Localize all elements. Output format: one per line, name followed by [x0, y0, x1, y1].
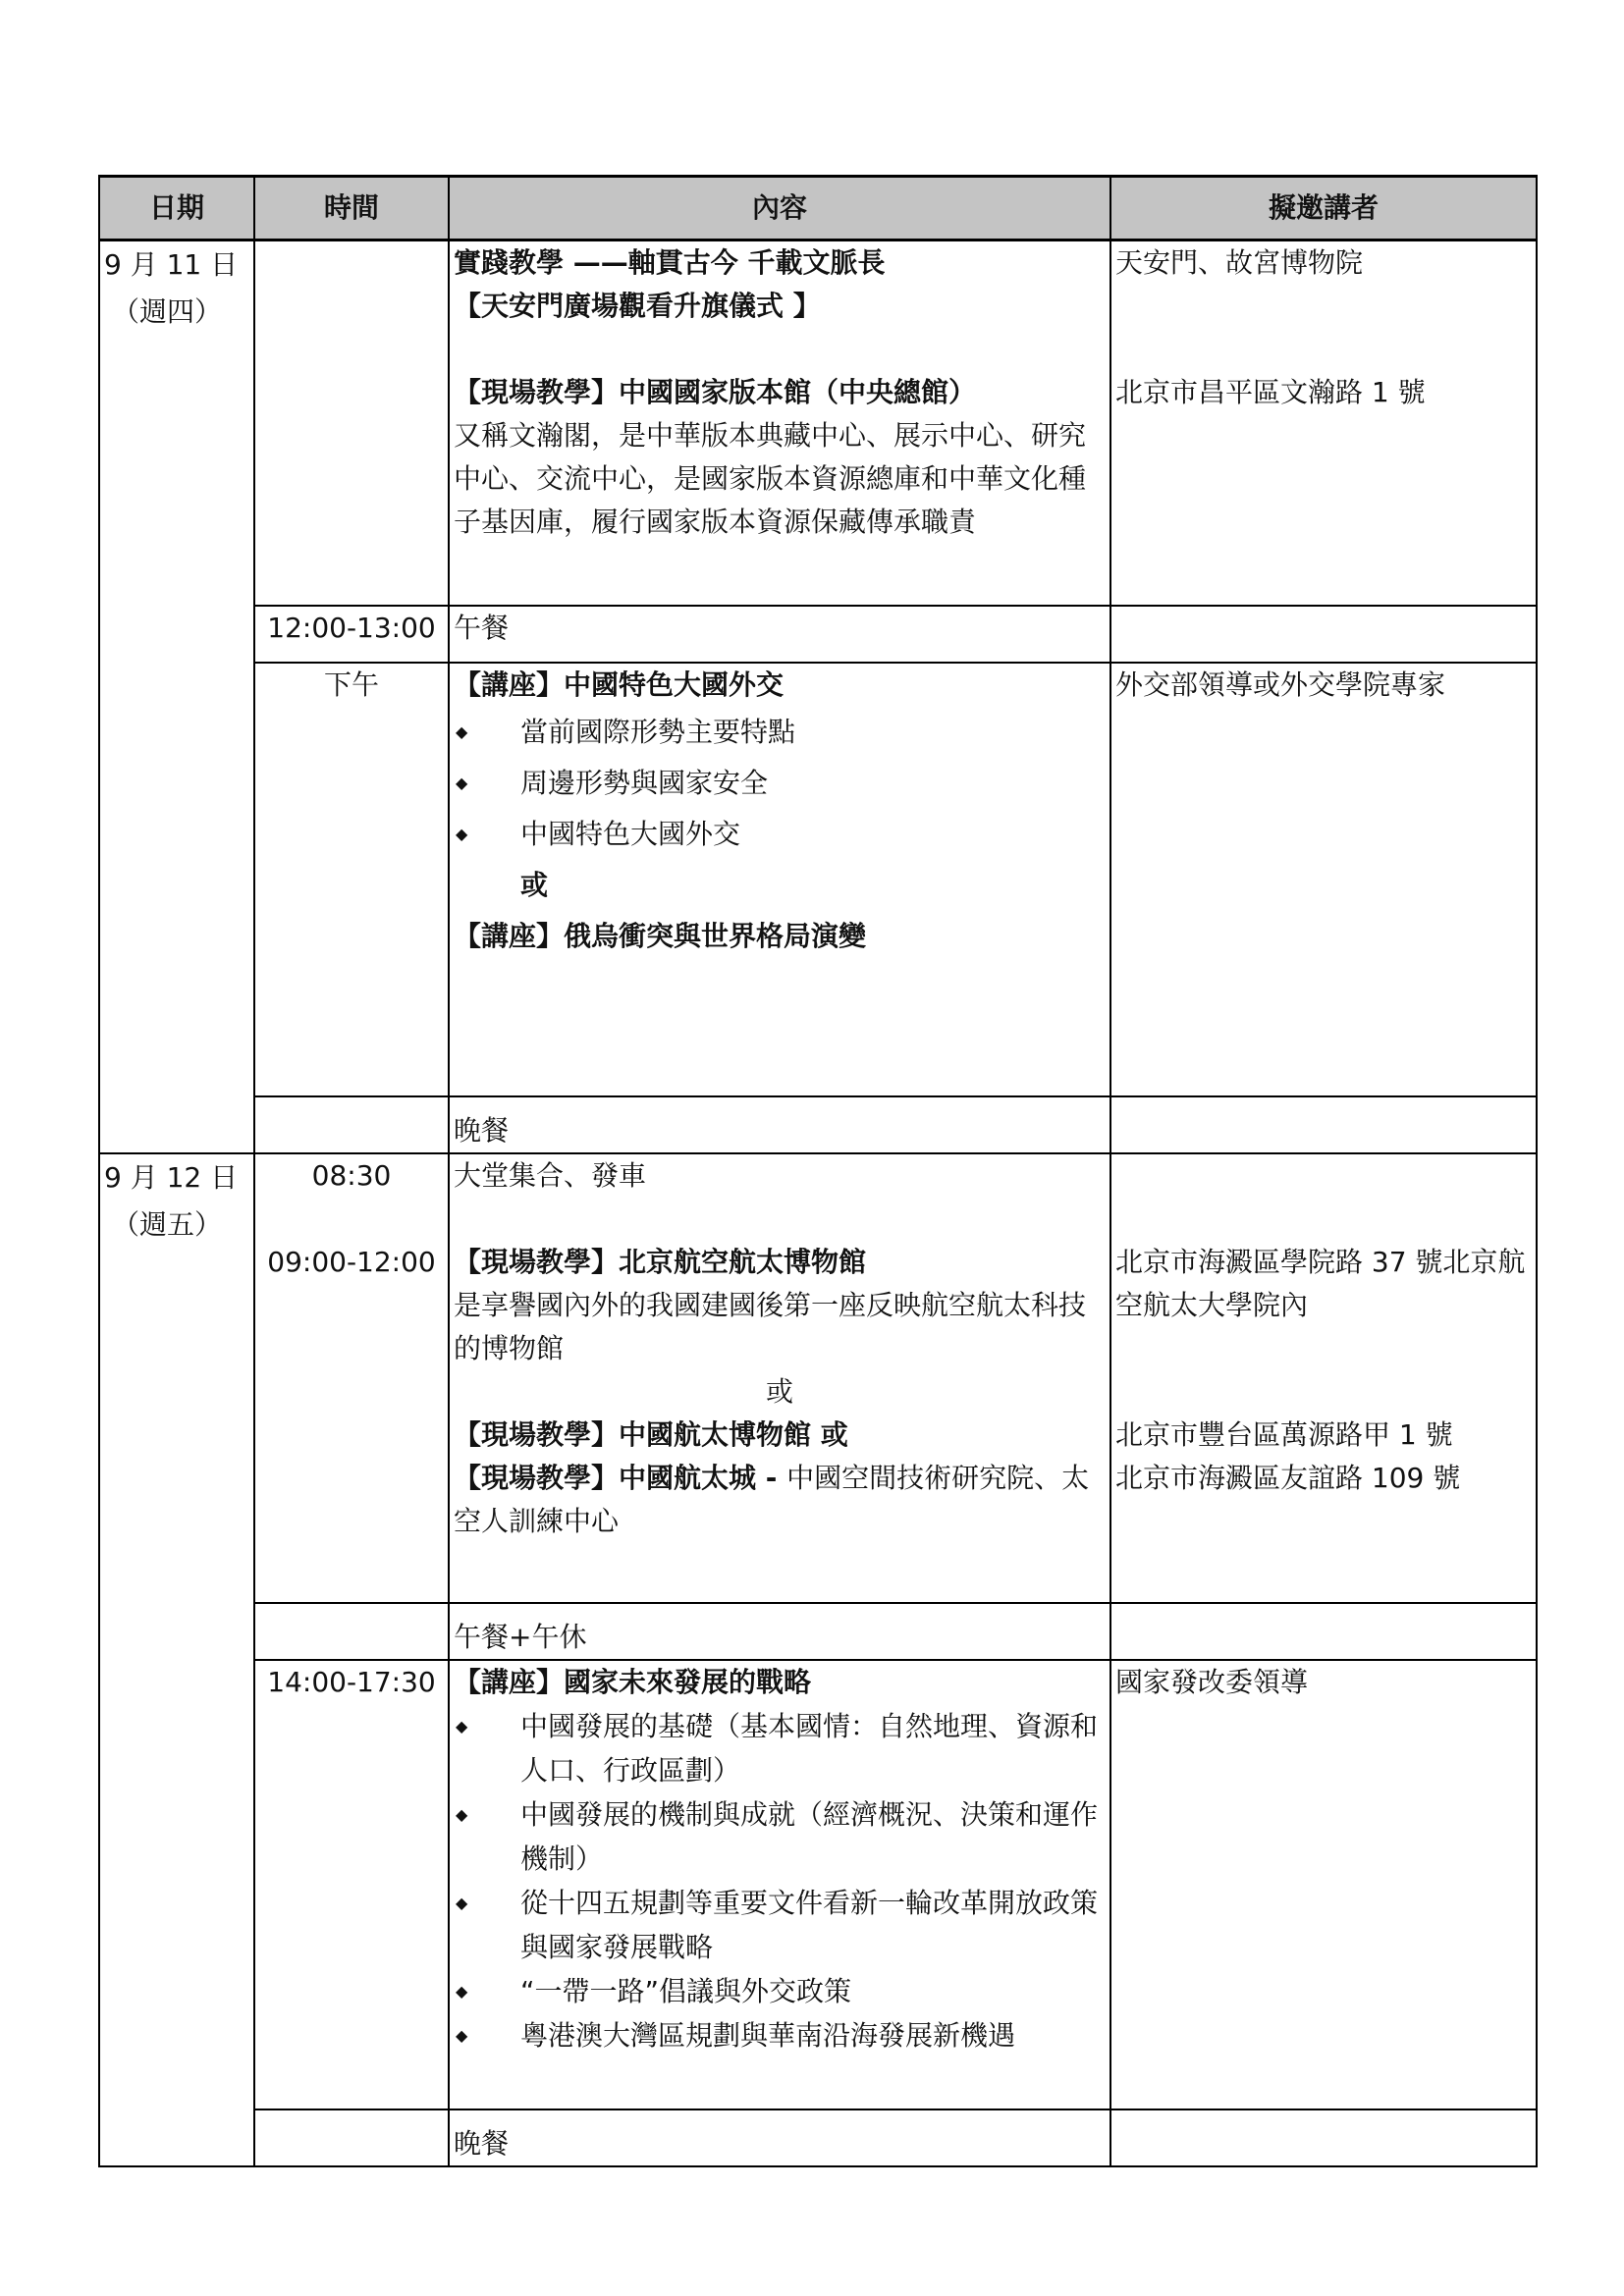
list-item: ◆ 從十四五規劃等重要文件看新一輪改革開放政策與國家發展戰略: [454, 1881, 1106, 1969]
time-cell: 12:00-13:00: [254, 606, 449, 663]
date-text: 9 月 11 日: [104, 248, 239, 281]
topic-list: [454, 1704, 1106, 2057]
diamond-bullet-icon: ◆: [456, 1893, 468, 1912]
time-text: 08:30: [311, 1158, 392, 1192]
time-cell: [254, 240, 449, 606]
speaker-cell: [1110, 1153, 1537, 1603]
diamond-bullet-icon: ◆: [456, 824, 468, 843]
speaker-cell: [1110, 240, 1537, 606]
table-row: [99, 1153, 1537, 1603]
time-text: 09:00-12:00: [267, 1245, 436, 1278]
list-item: ◆ 中國發展的機制與成就（經濟概況、決策和運作機制）: [454, 1792, 1106, 1881]
list-item: ◆ 粵港澳大灣區規劃與華南沿海發展新機遇: [454, 2013, 1106, 2057]
list-item: ◆ “一帶一路”倡議與外交政策: [454, 1969, 1106, 2013]
speaker-text: 北京市豐台區萬源路甲 1 號: [1115, 1417, 1453, 1451]
speaker-cell: 外交部領導或外交學院專家: [1110, 663, 1537, 1096]
date-cell: [99, 240, 254, 1153]
time-cell: [254, 1603, 449, 1660]
speaker-cell: [1110, 1603, 1537, 1660]
table-row: [99, 240, 1537, 606]
table-row: [99, 2109, 1537, 2166]
weekday-text: （週四）: [111, 295, 222, 328]
activity-item: 【現場教學】中國航太城 - 中國空間技術研究院、太空人訓練中心: [454, 1461, 1090, 1537]
date-cell: [99, 1153, 254, 2166]
or-text: 或: [765, 1374, 793, 1408]
schedule-table: [98, 175, 1538, 2167]
activity-title: 【講座】中國特色大國外交: [454, 667, 785, 701]
diamond-bullet-icon: ◆: [456, 1981, 468, 2001]
speaker-cell: [1110, 2109, 1537, 2166]
speaker-cell: 國家發改委領導: [1110, 1660, 1537, 2109]
table-row: [99, 606, 1537, 663]
list-item: ◆ 中國發展的基礎（基本國情：自然地理、資源和人口、行政區劃）: [454, 1704, 1106, 1792]
activity-description: 是享譽國內外的我國建國後第一座反映航空航太科技的博物館: [454, 1288, 1087, 1364]
list-item: ◆ 中國特色大國外交: [454, 809, 1106, 860]
time-cell: 14:00-17:30: [254, 1660, 449, 2109]
list-item: ◆ 當前國際形勢主要特點: [454, 707, 1106, 758]
activity-title: 【現場教學】中國國家版本館（中央總館）: [454, 376, 977, 408]
time-cell: [254, 1096, 449, 1153]
speaker-text: 北京市海澱區友誼路 109 號: [1115, 1461, 1461, 1494]
diamond-bullet-icon: ◆: [456, 1716, 468, 1735]
table-row: [99, 1096, 1537, 1153]
activity-title: 【現場教學】北京航空航太博物館: [454, 1245, 867, 1278]
header-date: 日期: [99, 177, 254, 240]
content-cell: 午餐+午休: [449, 1603, 1110, 1660]
activity-title: 實踐教學 ——軸貫古今 千載文脈長: [454, 246, 886, 279]
header-content: 內容: [449, 177, 1110, 240]
header-time: 時間: [254, 177, 449, 240]
content-cell: 晚餐: [449, 1096, 1110, 1153]
header-speaker: 擬邀講者: [1110, 177, 1537, 240]
activity-title: 【現場教學】中國航太博物館 或: [454, 1417, 848, 1451]
content-cell: 午餐: [449, 606, 1110, 663]
activity-description: 又稱文瀚閣，是中華版本典藏中心、展示中心、研究中心、交流中心，是國家版本資源總庫和中華文化種子基因庫，履行國家版本資源保藏傳承職責: [454, 419, 1087, 538]
or-text: 或: [520, 868, 549, 901]
speaker-text: 北京市海澱區學院路 37 號北京航空航太大學院內: [1115, 1245, 1526, 1321]
table-row: [99, 1660, 1537, 2109]
content-cell: [449, 1660, 1110, 2109]
diamond-bullet-icon: ◆: [456, 1804, 468, 1824]
table-row: [99, 1603, 1537, 1660]
speaker-cell: [1110, 606, 1537, 663]
speaker-text: 北京市昌平區文瀚路 1 號: [1115, 376, 1426, 408]
time-cell: 下午: [254, 663, 449, 1096]
content-cell: [449, 663, 1110, 1096]
speaker-cell: [1110, 1096, 1537, 1153]
speaker-text: 天安門、故宮博物院: [1115, 246, 1364, 279]
weekday-text: （週五）: [111, 1207, 222, 1241]
topic-list: [454, 707, 1106, 860]
activity-title: 【講座】國家未來發展的戰略: [454, 1665, 812, 1698]
diamond-bullet-icon: ◆: [456, 2025, 468, 2045]
table-row: [99, 663, 1537, 1096]
content-cell: [449, 240, 1110, 606]
content-cell: [449, 1153, 1110, 1603]
diamond-bullet-icon: ◆: [456, 773, 468, 792]
activity-title: 【講座】俄烏衝突與世界格局演變: [454, 919, 867, 952]
activity-title: 【天安門廣場觀看升旗儀式 】: [454, 290, 821, 322]
table-header-row: [99, 177, 1537, 240]
time-cell: [254, 2109, 449, 2166]
activity-text: 大堂集合、發車: [454, 1158, 647, 1192]
time-cell: [254, 1153, 449, 1603]
date-text: 9 月 12 日: [104, 1160, 239, 1194]
diamond-bullet-icon: ◆: [456, 721, 468, 741]
content-cell: 晚餐: [449, 2109, 1110, 2166]
list-item: ◆ 周邊形勢與國家安全: [454, 758, 1106, 809]
